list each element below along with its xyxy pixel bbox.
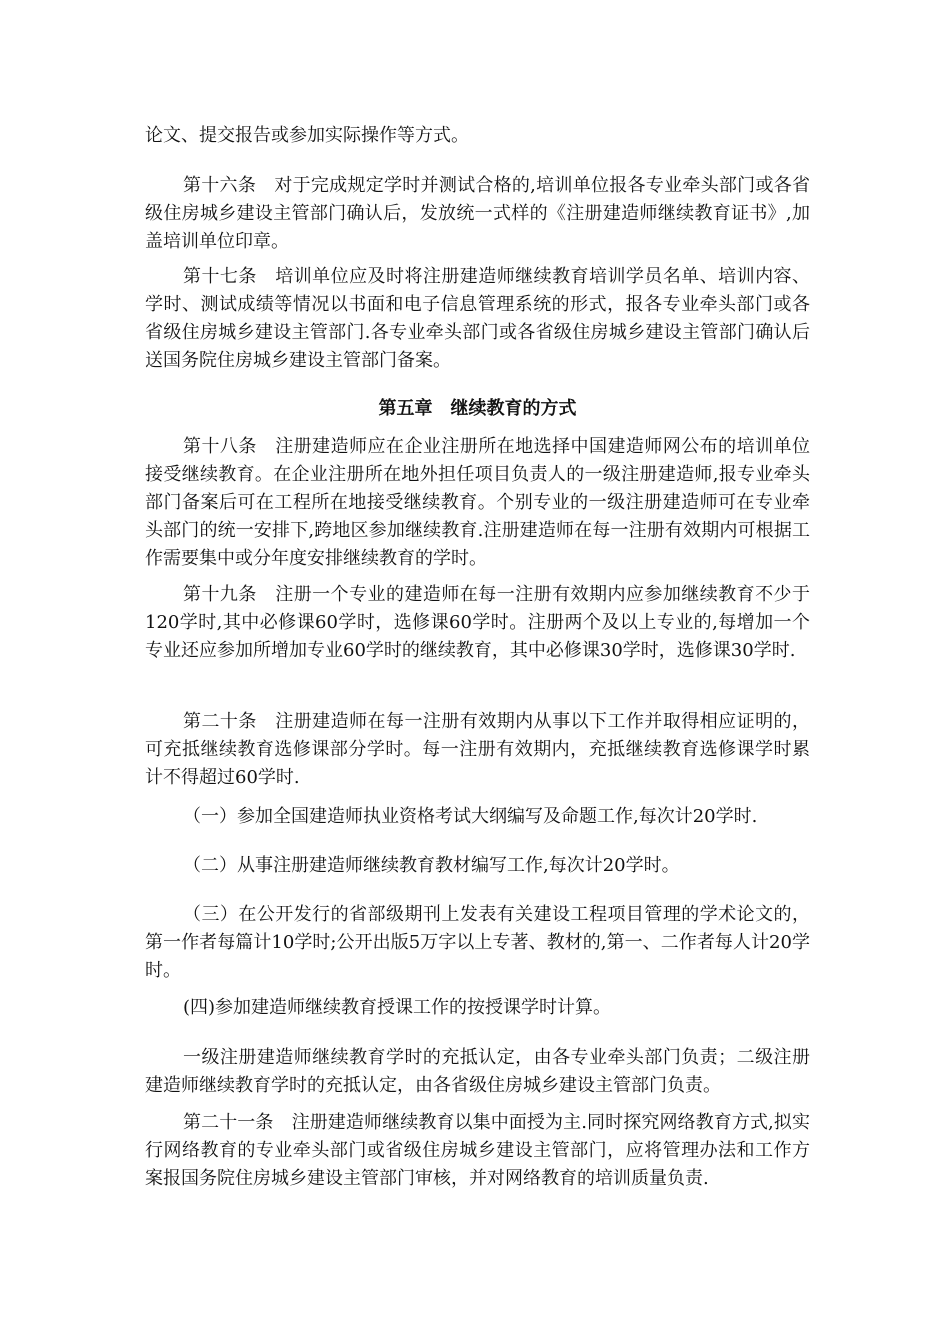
article-18: 第十八条 注册建造师应在企业注册所在地选择中国建造师网公布的培训单位接受继续教育。在企业注册所在地外担任项目负责人的一级注册建造师,报专业牵头部门备案后可在工程所在地接受继续教育。个别专业的一级注册建造师可在专业牵头部门的统一安排下,跨地区参加继续教育.注册建造师在每一注册有效期内可根据工作需要集中或分年度安排继续教育的学时。 bbox=[145, 436, 810, 569]
item-3: （三）在公开发行的省部级期刊上发表有关建设工程项目管理的学术论文的，第一作者每篇计10学时;公开出版5万字以上专著、教材的,第一、二作者每人计20学时。 bbox=[145, 904, 810, 981]
chapter-5-heading: 第五章 继续教育的方式 bbox=[378, 398, 577, 419]
article-21: 第二十一条 注册建造师继续教育以集中面授为主.同时探究网络教育方式,拟实行网络教育的专业牵头部门或省级住房城乡建设主管部门，应将管理办法和工作方案报国务院住房城乡建设主管部门审核，并对网络教育的培训质量负责. bbox=[145, 1112, 810, 1189]
credit-recognition-paragraph: 一级注册建造师继续教育学时的充抵认定，由各专业牵头部门负责；二级注册建造师继续教育学时的充抵认定，由各省级住房城乡建设主管部门负责。 bbox=[145, 1047, 810, 1096]
article-19: 第十九条 注册一个专业的建造师在每一注册有效期内应参加继续教育不少于120学时,其中必修课60学时，选修课60学时。注册两个及以上专业的,每增加一个专业还应参加所增加专业60学时的继续教育，其中必修课30学时，选修课30学时. bbox=[145, 584, 810, 661]
article-16: 第十六条 对于完成规定学时并测试合格的,培训单位报各专业牵头部门或各省级住房城乡建设主管部门确认后，发放统一式样的《注册建造师继续教育证书》,加盖培训单位印章。 bbox=[145, 175, 810, 252]
item-4: (四)参加建造师继续教育授课工作的按授课学时计算。 bbox=[183, 997, 612, 1018]
item-2: （二）从事注册建造师继续教育教材编写工作,每次计20学时。 bbox=[183, 855, 680, 876]
paragraph-continuation: 论文、提交报告或参加实际操作等方式。 bbox=[145, 125, 469, 146]
article-17: 第十七条 培训单位应及时将注册建造师继续教育培训学员名单、培训内容、学时、测试成绩等情况以书面和电子信息管理系统的形式，报各专业牵头部门或各省级住房城乡建设主管部门.各专业牵头部门或各省级住房城乡建设主管部门确认后送国务院住房城乡建设主管部门备案。 bbox=[145, 266, 810, 371]
article-20: 第二十条 注册建造师在每一注册有效期内从事以下工作并取得相应证明的，可充抵继续教育选修课部分学时。每一注册有效期内，充抵继续教育选修课学时累计不得超过60学时. bbox=[145, 711, 810, 788]
item-1: （一）参加全国建造师执业资格考试大纲编写及命题工作,每次计20学时. bbox=[183, 806, 758, 827]
